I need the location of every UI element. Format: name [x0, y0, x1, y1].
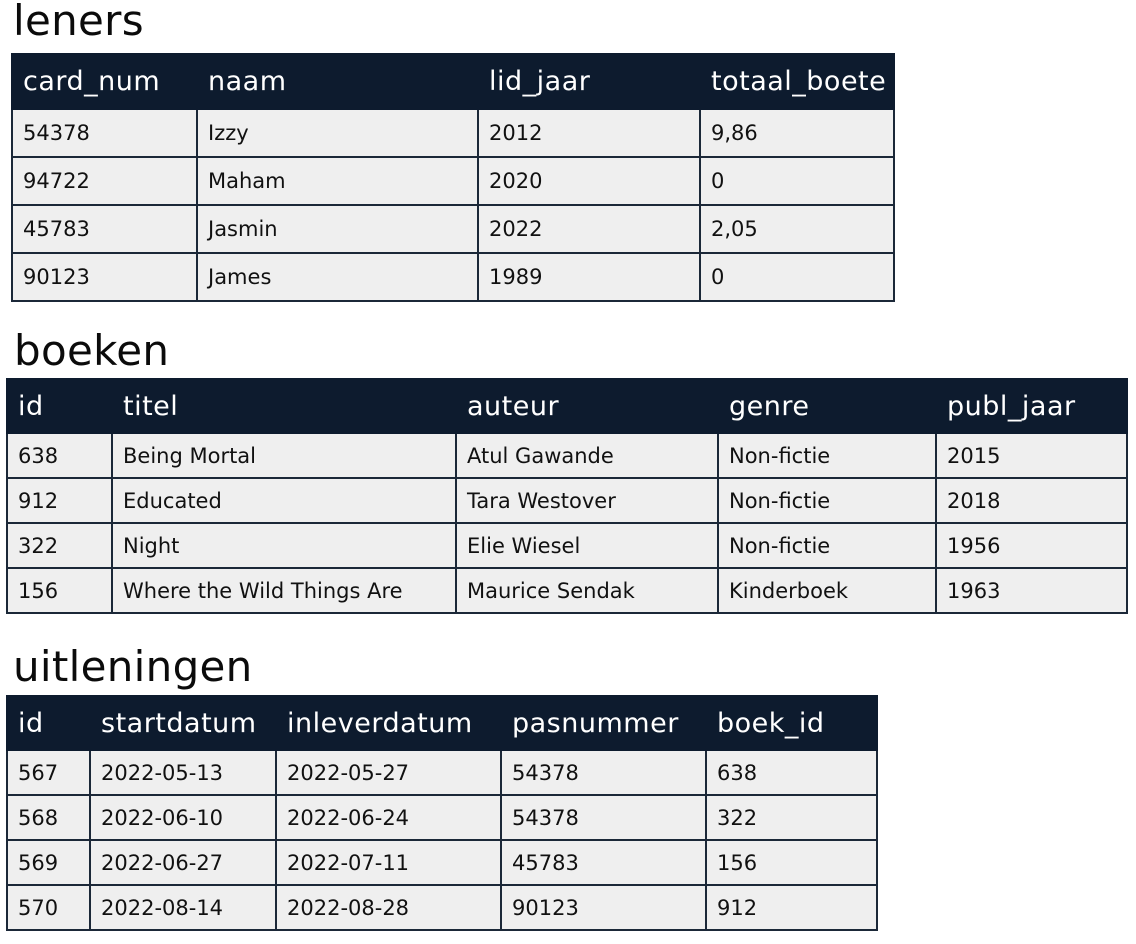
table-cell: Maham: [197, 157, 478, 205]
table-cell: James: [197, 253, 478, 301]
table-row: [7, 433, 1127, 478]
column-header-totaal-boete: totaal_boete: [700, 54, 894, 109]
table-cell: Where the Wild Things Are: [112, 568, 456, 613]
table-row: [7, 750, 877, 795]
leners-table: [11, 53, 895, 302]
column-header-startdatum: startdatum: [90, 696, 276, 750]
column-header-pasnummer: pasnummer: [501, 696, 706, 750]
table-cell: 322: [7, 523, 112, 568]
table-cell: 45783: [12, 205, 197, 253]
table-cell: Kinderboek: [718, 568, 936, 613]
column-header-publ-jaar: publ_jaar: [936, 379, 1127, 433]
table-cell: 2022-08-14: [90, 885, 276, 930]
column-header-id: id: [7, 379, 112, 433]
uitleningen-table: [6, 695, 878, 931]
table-title-uitleningen: uitleningen: [13, 642, 253, 691]
table-cell: 2018: [936, 478, 1127, 523]
table-cell: 1963: [936, 568, 1127, 613]
column-header-lid-jaar: lid_jaar: [478, 54, 700, 109]
table-cell: Izzy: [197, 109, 478, 157]
column-header-naam: naam: [197, 54, 478, 109]
table-row: [7, 523, 1127, 568]
table-cell: 9,86: [700, 109, 894, 157]
boeken-table: [6, 378, 1128, 614]
table-cell: 568: [7, 795, 90, 840]
table-cell: 2022-06-10: [90, 795, 276, 840]
table-cell: 54378: [501, 795, 706, 840]
table-cell: 567: [7, 750, 90, 795]
table-cell: Non-fictie: [718, 523, 936, 568]
table-cell: Maurice Sendak: [456, 568, 718, 613]
table-row: [7, 885, 877, 930]
table-row: [12, 157, 894, 205]
table-cell: 2022-06-24: [276, 795, 501, 840]
table-cell: 90123: [501, 885, 706, 930]
table-cell: 2022-05-13: [90, 750, 276, 795]
table-cell: 912: [706, 885, 877, 930]
table-cell: 0: [700, 253, 894, 301]
table-cell: 1956: [936, 523, 1127, 568]
table-row: [12, 253, 894, 301]
table-row: [7, 840, 877, 885]
table-cell: Tara Westover: [456, 478, 718, 523]
table-cell: Jasmin: [197, 205, 478, 253]
table-cell: 2022-07-11: [276, 840, 501, 885]
table-cell: 1989: [478, 253, 700, 301]
header-row: [7, 696, 877, 750]
table-cell: Atul Gawande: [456, 433, 718, 478]
table-cell: 94722: [12, 157, 197, 205]
table-cell: 322: [706, 795, 877, 840]
table-cell: Non-fictie: [718, 478, 936, 523]
column-header-boek-id: boek_id: [706, 696, 877, 750]
column-header-genre: genre: [718, 379, 936, 433]
table-cell: Night: [112, 523, 456, 568]
table-cell: 0: [700, 157, 894, 205]
table-cell: 638: [7, 433, 112, 478]
table-cell: 2022-06-27: [90, 840, 276, 885]
table-cell: 2020: [478, 157, 700, 205]
table-cell: 912: [7, 478, 112, 523]
table-cell: 45783: [501, 840, 706, 885]
table-cell: 570: [7, 885, 90, 930]
column-header-inleverdatum: inleverdatum: [276, 696, 501, 750]
table-title-leners: leners: [13, 0, 144, 45]
column-header-card-num: card_num: [12, 54, 197, 109]
column-header-titel: titel: [112, 379, 456, 433]
table-row: [7, 568, 1127, 613]
table-row: [12, 205, 894, 253]
table-cell: 2012: [478, 109, 700, 157]
table-cell: 156: [7, 568, 112, 613]
table-title-boeken: boeken: [14, 326, 170, 375]
table-cell: 156: [706, 840, 877, 885]
table-cell: 54378: [501, 750, 706, 795]
table-cell: Non-fictie: [718, 433, 936, 478]
table-row: [7, 795, 877, 840]
table-row: [12, 109, 894, 157]
table-cell: Educated: [112, 478, 456, 523]
table-row: [7, 478, 1127, 523]
table-cell: 2022-08-28: [276, 885, 501, 930]
column-header-id: id: [7, 696, 90, 750]
header-row: [12, 54, 894, 109]
table-cell: Being Mortal: [112, 433, 456, 478]
table-cell: 569: [7, 840, 90, 885]
table-cell: 638: [706, 750, 877, 795]
table-cell: 90123: [12, 253, 197, 301]
table-cell: 2022: [478, 205, 700, 253]
table-cell: Elie Wiesel: [456, 523, 718, 568]
table-cell: 54378: [12, 109, 197, 157]
column-header-auteur: auteur: [456, 379, 718, 433]
table-cell: 2015: [936, 433, 1127, 478]
table-cell: 2022-05-27: [276, 750, 501, 795]
header-row: [7, 379, 1127, 433]
table-cell: 2,05: [700, 205, 894, 253]
